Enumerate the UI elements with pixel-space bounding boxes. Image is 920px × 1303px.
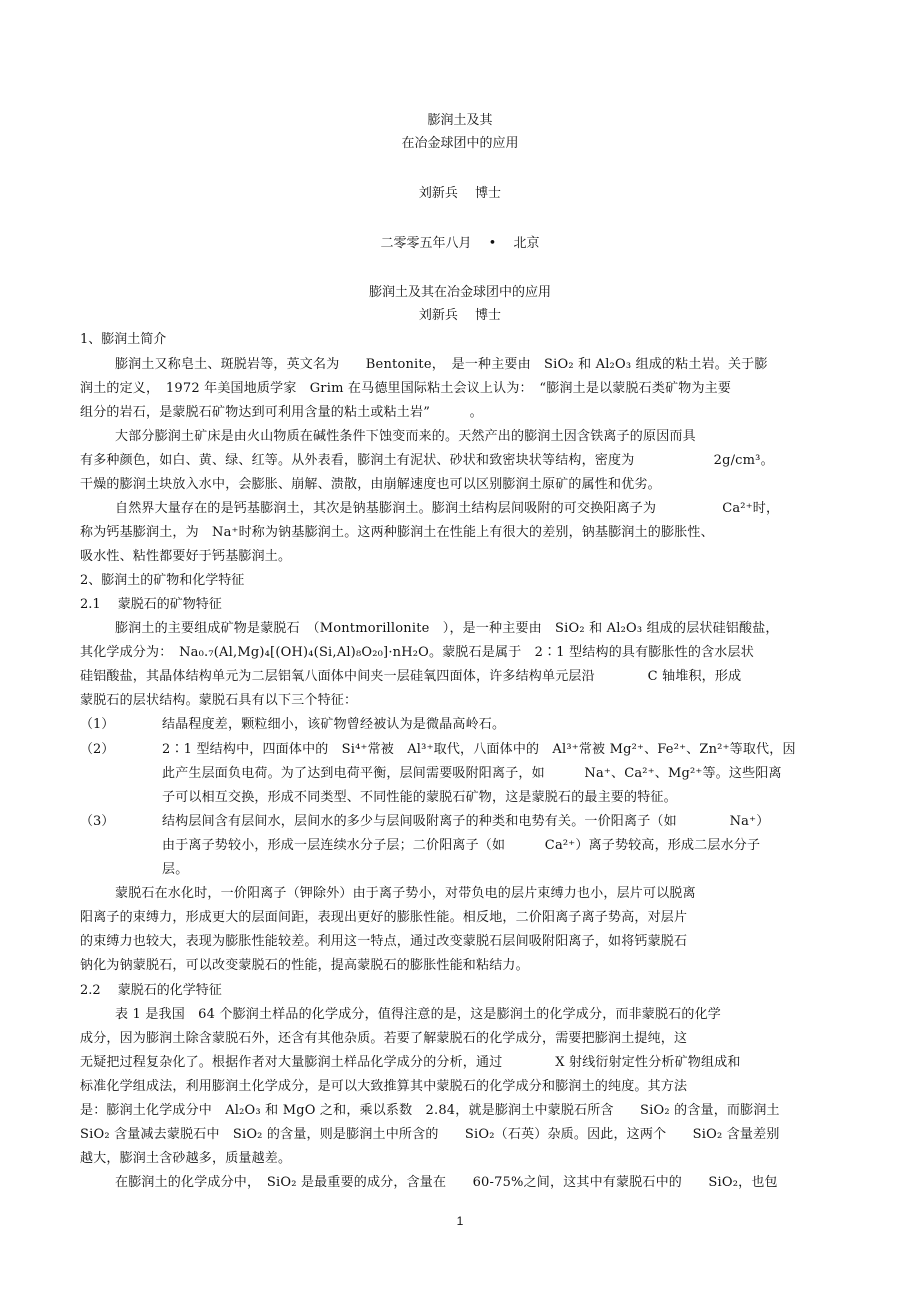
cover-title-line2: 在冶金球团中的应用 [401, 136, 519, 151]
paragraph-line: 蒙脱石在水化时，一价阳离子（钾除外）由于离子势小，对带负电的层片束缚力也小，层片可以脱离 [115, 886, 696, 901]
paragraph-line: 的束缚力也较大，表现为膨胀性能较差。利用这一特点，通过改变蒙脱石层间吸附阳离子，如将钙蒙脱石 [80, 934, 688, 949]
paragraph-line: 大部分膨润土矿床是由火山物质在碱性条件下蚀变而来的。天然产出的膨润土因含铁离子的原因而具 [115, 429, 696, 444]
paragraph-line: 钠化为钠蒙脱石，可以改变蒙脱石的性能，提高蒙脱石的膨胀性能和粘结力。 [80, 958, 529, 973]
paragraph-line: 干燥的膨润土块放入水中，会膨胀、崩解、溃散，由崩解速度也可以区别膨润土原矿的属性和优劣。 [80, 477, 661, 492]
article-author: 刘新兵 博士 [418, 308, 502, 323]
paragraph-line: 有多种颜色，如白、黄、绿、红等。从外表看，膨润土有泥状、砂状和致密块状等结构，密度为 2g/cm³。 [80, 453, 774, 468]
paragraph-line: 自然界大量存在的是钙基膨润土，其次是钠基膨润土。膨润土结构层间吸附的可交换阳离子为 Ca²⁺时， [115, 501, 780, 516]
section-heading: 1、膨润土简介 [80, 332, 167, 347]
list-item-text: 结构层间含有层间水，层间水的多少与层间吸附离子的种类和电势有关。一价阳离子（如 Na⁺） [162, 814, 770, 829]
list-item-text: 此产生层面负电荷。为了达到电荷平衡，层间需要吸附阳离子，如 Na⁺、Ca²⁺、Mg²⁺等。这些阳离 [162, 766, 782, 781]
list-item-text: 2∶1 型结构中，四面体中的 Si⁴⁺常被 Al³⁺取代，八面体中的 Al³⁺常被 Mg²⁺、Fe²⁺、Zn²⁺等取代，因 [162, 742, 796, 757]
paragraph-line: 表 1 是我国 64 个膨润土样品的化学成分，值得注意的是，这是膨润土的化学成分，而非蒙脱石的化学 [115, 1007, 722, 1022]
paragraph-line: 在膨润土的化学成分中， SiO₂ 是最重要的成分，含量在 60-75%之间，这其中有蒙脱石中的 SiO₂，也包 [115, 1175, 778, 1190]
paragraph-line: 称为钙基膨润土，为 Na⁺时称为钠基膨润土。这两种膨润土在性能上有很大的差别，钠基膨润土的膨胀性、 [80, 525, 714, 540]
list-item-text: 子可以相互交换，形成不同类型、不同性能的蒙脱石矿物，这是蒙脱石的最主要的特征。 [162, 790, 677, 805]
paragraph-line: 无疑把过程复杂化了。根据作者对大量膨润土样品化学成分的分析，通过 X 射线衍射定性分析矿物组成和 [80, 1055, 741, 1070]
cover-author: 刘新兵 博士 [418, 186, 502, 201]
paragraph-line: 阳离子的束缚力，形成更大的层面间距，表现出更好的膨胀性能。相反地，二价阳离子离子势高，对层片 [80, 910, 688, 925]
paragraph-line: 膨润土的主要组成矿物是蒙脱石 （Montmorillonite ），是一种主要由 SiO₂ 和 Al₂O₃ 组成的层状硅铝酸盐， [115, 621, 779, 636]
list-marker: （1） [80, 717, 115, 732]
subsection-heading: 2.1 蒙脱石的矿物特征 [80, 597, 222, 612]
cover-title-line1: 膨润土及其 [427, 113, 493, 128]
article-title: 膨润土及其在冶金球团中的应用 [368, 285, 551, 300]
paragraph-line: 成分，因为膨润土除含蒙脱石外，还含有其他杂质。若要了解蒙脱石的化学成分，需要把膨润土提纯，这 [80, 1031, 688, 1046]
section-heading: 2、膨润土的矿物和化学特征 [80, 573, 245, 588]
list-marker: （2） [80, 742, 115, 757]
paragraph-line: 组分的岩石，是蒙脱石矿物达到可利用含量的粘土或粘土岩” 。 [80, 405, 483, 420]
paragraph-line: 膨润土又称皂土、斑脱岩等，英文名为 Bentonite， 是一种主要由 SiO₂ 和 Al₂O₃ 组成的粘土岩。关于膨 [115, 357, 768, 372]
page-number: 1 [456, 1214, 464, 1228]
paragraph-line: 硅铝酸盐，其晶体结构单元为二层铝氧八面体中间夹一层硅氧四面体，许多结构单元层沿 C 轴堆积，形成 [80, 669, 742, 684]
paragraph-line: 是：膨润土化学成分中 Al₂O₃ 和 MgO 之和，乘以系数 2.84，就是膨润土中蒙脱石所含 SiO₂ 的含量，而膨润土 [80, 1103, 780, 1118]
paragraph-line: SiO₂ 含量减去蒙脱石中 SiO₂ 的含量，则是膨润土中所含的 SiO₂（石英）杂质。因此，这两个 SiO₂ 含量差别 [80, 1127, 780, 1142]
paragraph-line: 润土的定义， 1972 年美国地质学家 Grim 在马德里国际粘土会议上认为： “膨润土是以蒙脱石类矿物为主要 [80, 381, 732, 396]
paragraph-line: 标准化学组成法，利用膨润土化学成分，是可以大致推算其中蒙脱石的化学成分和膨润土的纯度。其方法 [80, 1079, 688, 1094]
subsection-heading: 2.2 蒙脱石的化学特征 [80, 983, 222, 998]
paragraph-line: 越大，膨润土含砂越多，质量越差。 [80, 1151, 292, 1166]
list-item-text: 由于离子势较小，形成一层连续水分子层；二价阳离子（如 Ca²⁺）离子势较高，形成二层水分子 [162, 838, 761, 853]
paragraph-line: 吸水性、粘性都要好于钙基膨润土。 [80, 549, 292, 564]
paragraph-line: 其化学成分为： Na₀.₇(Al,Mg)₄[(OH)₄(Si,Al)₈O₂₀]·nH₂O。蒙脱石是属于 2∶1 型结构的具有膨胀性的含水层状 [80, 645, 754, 660]
list-item-text: 层。 [162, 862, 189, 877]
paragraph-line: 蒙脱石的层状结构。蒙脱石具有以下三个特征： [80, 693, 358, 708]
list-marker: （3） [80, 814, 115, 829]
list-item-text: 结晶程度差，颗粒细小，该矿物曾经被认为是微晶高岭石。 [162, 717, 506, 732]
cover-date-place: 二零零五年八月 • 北京 [380, 236, 540, 251]
